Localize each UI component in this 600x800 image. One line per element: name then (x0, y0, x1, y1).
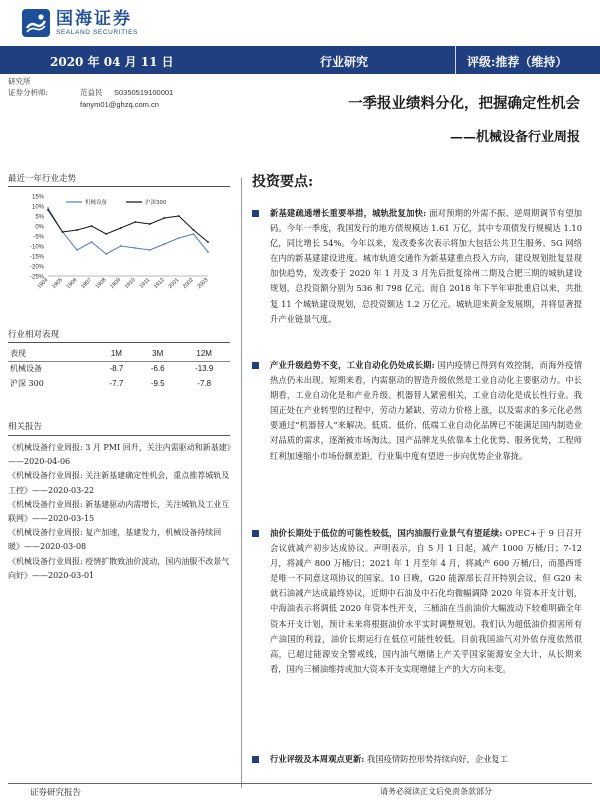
data-point (207, 251, 209, 253)
x-tick-label: 2002 (181, 277, 195, 291)
data-point (62, 231, 64, 233)
data-point (193, 229, 195, 231)
data-point (163, 217, 165, 219)
invest-paragraph (252, 752, 582, 767)
paragraph-lead: 新基建疏通增长重要举措，城轨批复加快: (270, 208, 427, 218)
data-point (105, 253, 107, 255)
related-report-item[interactable]: 《机械设备行业周报: 关注新基建确定性机会，重点推荐城轨及工控》——2020-03-22 (8, 471, 230, 495)
data-point (163, 243, 165, 245)
x-tick-label: 1908 (94, 277, 108, 291)
x-tick-label: 1912 (152, 277, 166, 291)
data-point (134, 221, 136, 223)
y-tick-label: -15% (29, 254, 44, 261)
related-report-item[interactable]: 《机械设备行业周报: 新基建驱动内需增长，关注城轨及工业互联网》——2020-03-15 (8, 499, 230, 524)
trend-chart-svg (8, 190, 230, 298)
data-point (47, 207, 49, 209)
data-point (178, 237, 180, 239)
y-tick-label: 0% (35, 224, 44, 231)
square-bullet-icon (252, 210, 259, 217)
paragraph-text: 我国疫情防控形势持续向好，企业复工 (364, 754, 509, 764)
page-title: 一季报业绩料分化，把握确定性机会 (348, 95, 580, 112)
x-tick-label: 1909 (109, 277, 123, 291)
related-divider (8, 435, 230, 436)
data-point (76, 229, 78, 231)
table-cell: -7.7 (109, 379, 124, 388)
y-tick-label: -10% (29, 244, 44, 251)
trend-divider (8, 186, 230, 187)
legend-label: 沪深300 (145, 200, 167, 206)
data-point (149, 249, 151, 251)
rating-label: 评级:推荐（维持） (467, 55, 568, 69)
invest-paragraph (252, 358, 582, 464)
y-tick-label: 10% (31, 204, 44, 211)
footer-label: 证券研究报告 (30, 788, 82, 798)
department-label: 研究所 (8, 77, 31, 86)
sealand-logo-icon (22, 9, 50, 37)
paragraph-text: OPEC+于 9 日召开会议就减产初步达成协议。声明表示，自 5 月 1 日起，减产 1000 万桶/日；7-12 月，将减产 800 万桶/日；2021 年 1 月至年 4 月，将减产 600 万桶/日，而墨西哥是唯一不同意这项协议的国家。10 日晚，G20 能源部长召开特别会议，但 G20 未就石油减产达成最终协议，近期中石油及中石化均微幅调降 2020 年资本开支计划，中海油表示将调低 2020 年资本性开支，三桶油在当前油价大幅波动下较难明确全年资本开支计划，预计未来将根据油价水平实时调整规划。我们认为超低油价损害所有产油国的利益，油价长期运行在低位可能性较低。目前我国油气对外依存度依然很高，已超过能源安全警戒线，国内油气增储上产关乎国家能源安全大计，从长期来看，国内三桶油维持或加大资本开支实现增储上产的大方向未变。 (270, 528, 582, 674)
data-point (178, 215, 180, 217)
table-cell: -7.8 (197, 379, 212, 388)
data-point (91, 225, 93, 227)
y-tick-label: 5% (35, 214, 44, 221)
data-point (149, 223, 151, 225)
x-tick-label: 1905 (51, 277, 64, 291)
related-report-item[interactable]: 《机械设备行业周报: 3 月 PMI 回升，关注内需驱动和新基建》——2020-04-06 (8, 443, 231, 467)
data-point (47, 209, 49, 211)
table-header-cell: 3M (137, 346, 178, 361)
table-cell: 沪深 300 (10, 379, 44, 388)
data-point (120, 245, 122, 247)
trend-section-title: 最近一年行业走势 (8, 174, 77, 184)
x-tick-label: 2001 (167, 277, 181, 291)
square-bullet-icon (252, 362, 259, 369)
paragraph-text: 国内疫情已得到有效控制，而海外疫情热点仍未出现。短期来看，内需驱动的智造升级依然是工业自动化主要驱动力。中长期看，工业自动化是和产业升级、机器替人紧密相关，工业自动化是成长性行业。我国正处在产业转型的过程中，劳动力紧缺、劳动力价格上涨，以及需求的多元化必然要通过“机器替人”来解决。低质、低价、低端工业自动化品牌已不能满足国内制造业对品质的需求，逐渐被市场淘汰。国产品牌龙头依靠本土化优势、服务优势，工程师红利加速缩小市场份额差距，行业集中度有望进一步向优势企业靠拢。 (270, 360, 582, 461)
invest-paragraph (252, 206, 582, 327)
table-header-row (8, 346, 230, 361)
data-point (207, 241, 209, 243)
square-bullet-icon (252, 530, 259, 537)
analyst-cert: S0350519100001 (114, 88, 174, 97)
analyst-block (8, 76, 230, 115)
analyst-name: 范益民 (80, 88, 103, 97)
related-report-item[interactable]: 《机械设备行业周报: 复产加速，基建发力，机械设备持续回暖》——2020-03-08 (8, 528, 222, 552)
header-band (0, 46, 600, 74)
logo-english-name: SEALAND SECURITIES (56, 28, 138, 36)
page-subtitle: ——机械设备行业周报 (449, 130, 580, 145)
table-row (8, 376, 230, 391)
data-point (193, 233, 195, 235)
series-line-csi300 (48, 210, 208, 242)
square-bullet-icon (252, 756, 259, 763)
company-logo (22, 6, 138, 40)
related-report-list (8, 441, 232, 583)
invest-section-title: 投资要点: (252, 174, 314, 190)
legend-label: 机械设备 (85, 200, 108, 206)
related-report-item[interactable]: 《机械设备行业周报: 疫情扩散致油价波动，国内油服不改景气向好》——2020-03-01 (8, 556, 230, 580)
analyst-email[interactable]: fanym01@ghzq.com.cn (80, 100, 159, 109)
performance-section-title: 行业相对表现 (8, 330, 60, 340)
report-category: 行业研究 (320, 55, 369, 69)
table-header-cell: 1M (96, 346, 137, 361)
report-date: 2020 年 04 月 11 日 (50, 55, 174, 69)
x-tick-label: 1906 (65, 277, 79, 291)
analyst-role: 证券分析师: (8, 88, 49, 97)
invest-paragraph (252, 526, 582, 677)
logo-chinese-name: 国海证券 (56, 8, 132, 29)
x-tick-label: 1907 (80, 277, 94, 291)
footer-disclaimer: 请务必阅读正文后免责条款部分 (380, 787, 492, 796)
table-cell: -6.6 (150, 364, 165, 374)
y-tick-label: 15% (31, 194, 44, 201)
x-tick-label: 2003 (196, 277, 210, 291)
data-point (76, 249, 78, 251)
table-cell: -9.5 (150, 379, 165, 388)
data-point (120, 227, 122, 229)
related-section-title: 相关报告 (8, 422, 43, 432)
table-cell: -8.7 (109, 364, 124, 374)
table-cell: 机械设备 (10, 364, 42, 374)
performance-divider (8, 342, 230, 343)
x-tick-label: 1911 (138, 277, 152, 290)
y-tick-label: -25% (29, 274, 44, 281)
table-header-cell: 12M (178, 346, 230, 361)
x-tick-label: 1904 (36, 277, 50, 291)
data-point (105, 233, 107, 235)
column-divider (241, 178, 242, 788)
performance-table (8, 346, 230, 391)
table-header-cell: 表现 (8, 346, 96, 361)
paragraph-lead: 行业评级及本周观点更新: (270, 754, 365, 764)
data-point (134, 247, 136, 249)
x-tick-label: 1910 (123, 277, 137, 291)
table-row (8, 361, 230, 376)
trend-chart (8, 190, 230, 298)
data-point (91, 241, 93, 243)
table-cell: -13.9 (195, 364, 214, 374)
band-divider (455, 46, 456, 74)
paragraph-lead: 产业升级趋势不变，工业自动化仍处成长期: (270, 360, 435, 370)
y-tick-label: -5% (33, 234, 44, 241)
footer-divider (8, 783, 592, 784)
paragraph-lead: 油价长期处于低位的可能性较低，国内油服行业景气有望延续: (270, 528, 503, 538)
y-tick-label: -20% (29, 264, 44, 271)
paragraph-text: 面对预期的外需不振、逆周期调节有望加码。今年一季度，我国发行的地方债规模达 1.61 万亿，其中专项债发行规模达 1.10 亿，同比增长 54%。今年以来，发改委多次表示将加大包括公共卫生服务、5G 网络在内的新基建建设进度。城市轨道交通作为新基建重点投入方向，建设规划批复显现加快趋势，发改委于 2020 年 1 月及 3 月先后批复徐州二期及合肥三期的城轨建设规划，总投资额分别为 536 和 798 亿元。而自 2018 年下半年审批重启以来，共批复 11 个城轨建设规划，总投资额达 1.2 万亿元。城轨迎来黄金发展期，并将显著提升产业链景气度。 (270, 208, 582, 324)
